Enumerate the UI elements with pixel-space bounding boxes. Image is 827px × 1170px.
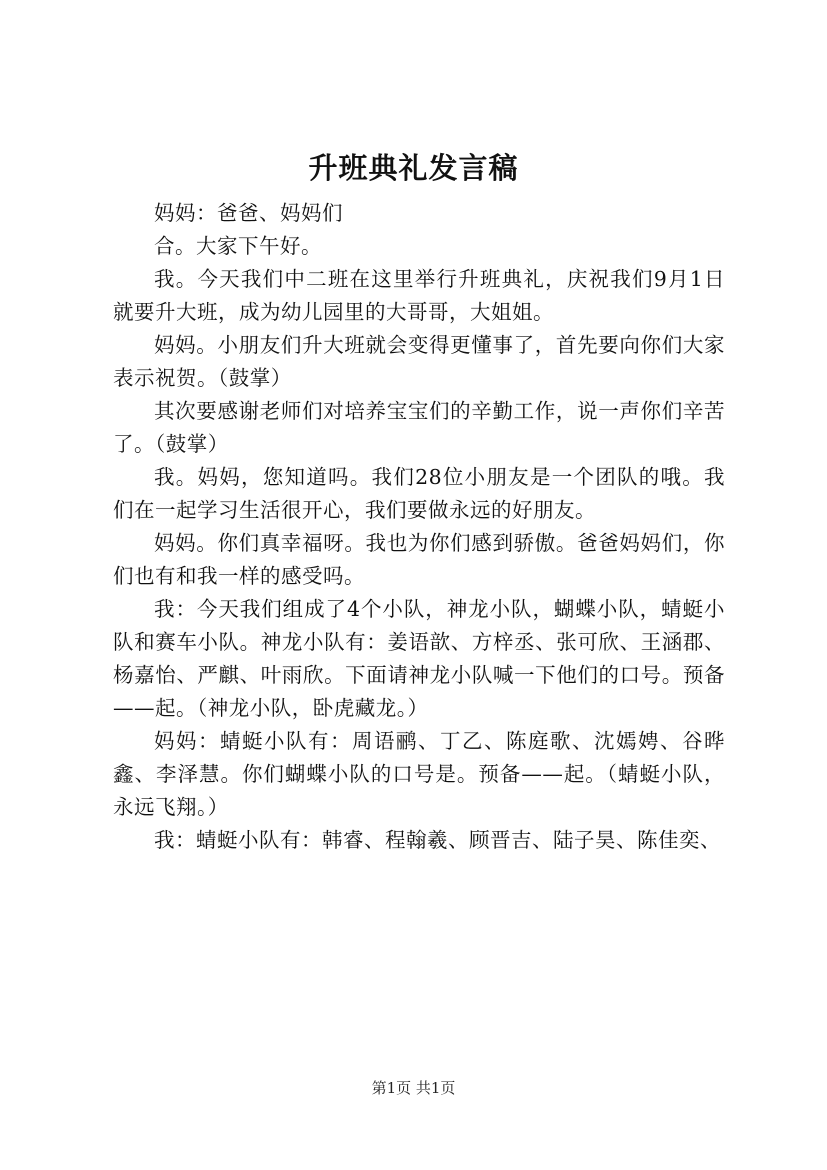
paragraph: 我。今天我们中二班在这里举行升班典礼，庆祝我们9月1日就要升大班，成为幼儿园里的大哥哥，大姐姐。	[113, 267, 725, 324]
paragraph: 妈妈。小朋友们升大班就会变得更懂事了，首先要向你们大家表示祝贺。（鼓掌）	[113, 333, 725, 390]
document-body	[113, 197, 725, 857]
paragraph: 我：蜻蜓小队有：韩睿、程翰羲、顾晋吉、陆子昊、陈佳奕、	[154, 828, 721, 852]
paragraph: 我。妈妈，您知道吗。我们28位小朋友是一个团队的哦。我们在一起学习生活很开心，我们要做永远的好朋友。	[113, 465, 725, 522]
paragraph: 合。大家下午好。	[154, 234, 322, 258]
paragraph: 我：今天我们组成了4个小队，神龙小队，蝴蝶小队，蜻蜓小队和赛车小队。神龙小队有：姜语歆、方梓丞、张可欣、王涵郡、杨嘉怡、严麒、叶雨欣。下面请神龙小队喊一下他们的口号。预备——起。（神龙小队，卧虎藏龙。）	[113, 597, 725, 720]
paragraph: 妈妈：蜻蜓小队有：周语鹂、丁乙、陈庭歌、沈嫣娉、谷晔鑫、李泽慧。你们蝴蝶小队的口号是。预备——起。（蜻蜓小队，永远飞翔。）	[113, 729, 725, 819]
document-title: 升班典礼发言稿	[308, 151, 519, 185]
paragraph: 妈妈。你们真幸福呀。我也为你们感到骄傲。爸爸妈妈们，你们也有和我一样的感受吗。	[113, 531, 725, 588]
paragraph: 妈妈：爸爸、妈妈们	[154, 201, 343, 225]
page-footer: 第1页 共1页	[371, 1079, 456, 1097]
paragraph: 其次要感谢老师们对培养宝宝们的辛勤工作，说一声你们辛苦了。（鼓掌）	[113, 399, 725, 456]
